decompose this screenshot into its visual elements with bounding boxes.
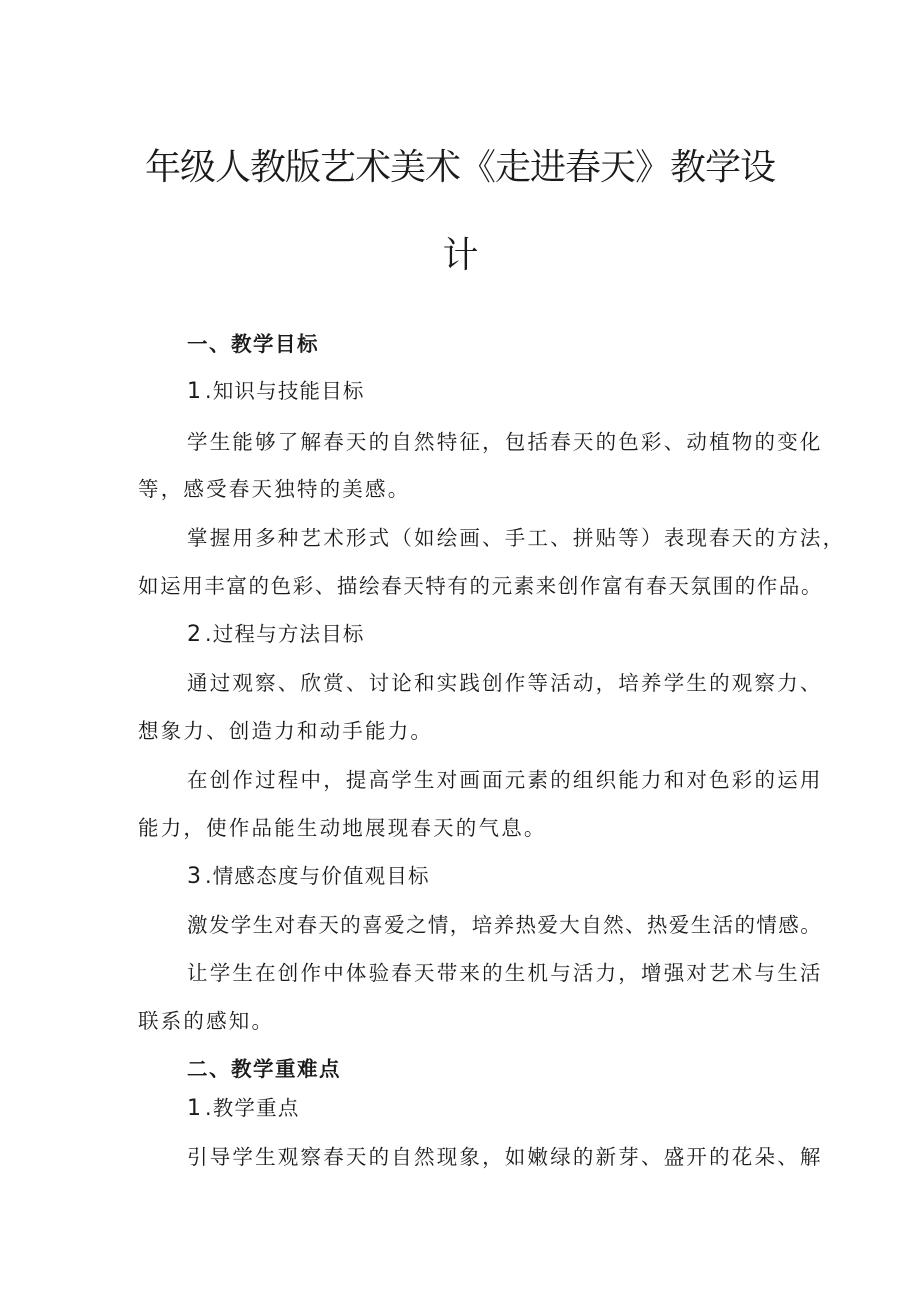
subheading-label: .情感态度与价值观目标 [205,864,430,888]
paragraph-2-line-1: 掌握用多种艺术形式（如绘画、手工、拼贴等）表现春天的方法， [187,526,846,550]
subheading-process-method [187,621,365,648]
paragraph-6-line-2: 联系的感知。 [138,1009,275,1033]
subheading-label: .教学重点 [205,1096,300,1120]
paragraph-1-line-2: 等，感受春天独特的美感。 [138,477,411,501]
section-heading-teaching-objectives: 一、教学目标 [187,332,319,356]
paragraph-2-line-2: 如运用丰富的色彩、描绘春天特有的元素来创作富有春天氛围的作品。 [138,574,824,598]
section-heading-key-difficult-points: 二、教学重难点 [187,1057,341,1081]
subheading-number: 3 [187,864,205,889]
paragraph-6-line-1: 让学生在创作中体验春天带来的生机与活力，增强对艺术与生活 [187,961,823,985]
paragraph-7-line-1: 引导学生观察春天的自然现象，如嫩绿的新芽、盛开的花朵、解 [187,1145,823,1169]
document-title-line-2: 计 [442,235,478,276]
subheading-teaching-focus [187,1095,300,1122]
paragraph-1-line-1: 学生能够了解春天的自然特征，包括春天的色彩、动植物的变化 [187,430,823,454]
paragraph-4-line-2: 能力，使作品能生动地展现春天的气息。 [138,816,547,840]
subheading-number: 1 [187,379,205,404]
subheading-label: .知识与技能目标 [205,379,365,403]
subheading-number: 2 [187,622,205,647]
paragraph-3-line-1: 通过观察、欣赏、讨论和实践创作等活动，培养学生的观察力、 [187,671,823,695]
paragraph-3-line-2: 想象力、创造力和动手能力。 [138,719,434,743]
document-title-line-1: 年级人教版艺术美术《走进春天》教学设 [144,147,775,188]
subheading-number: 1 [187,1096,205,1121]
paragraph-5-line-1: 激发学生对春天的喜爱之情，培养热爱大自然、热爱生活的情感。 [187,913,823,937]
subheading-label: .过程与方法目标 [205,622,365,646]
paragraph-4-line-1: 在创作过程中，提高学生对画面元素的组织能力和对色彩的运用 [187,768,823,792]
subheading-emotion-values [187,863,430,890]
subheading-knowledge-skill [187,378,365,405]
